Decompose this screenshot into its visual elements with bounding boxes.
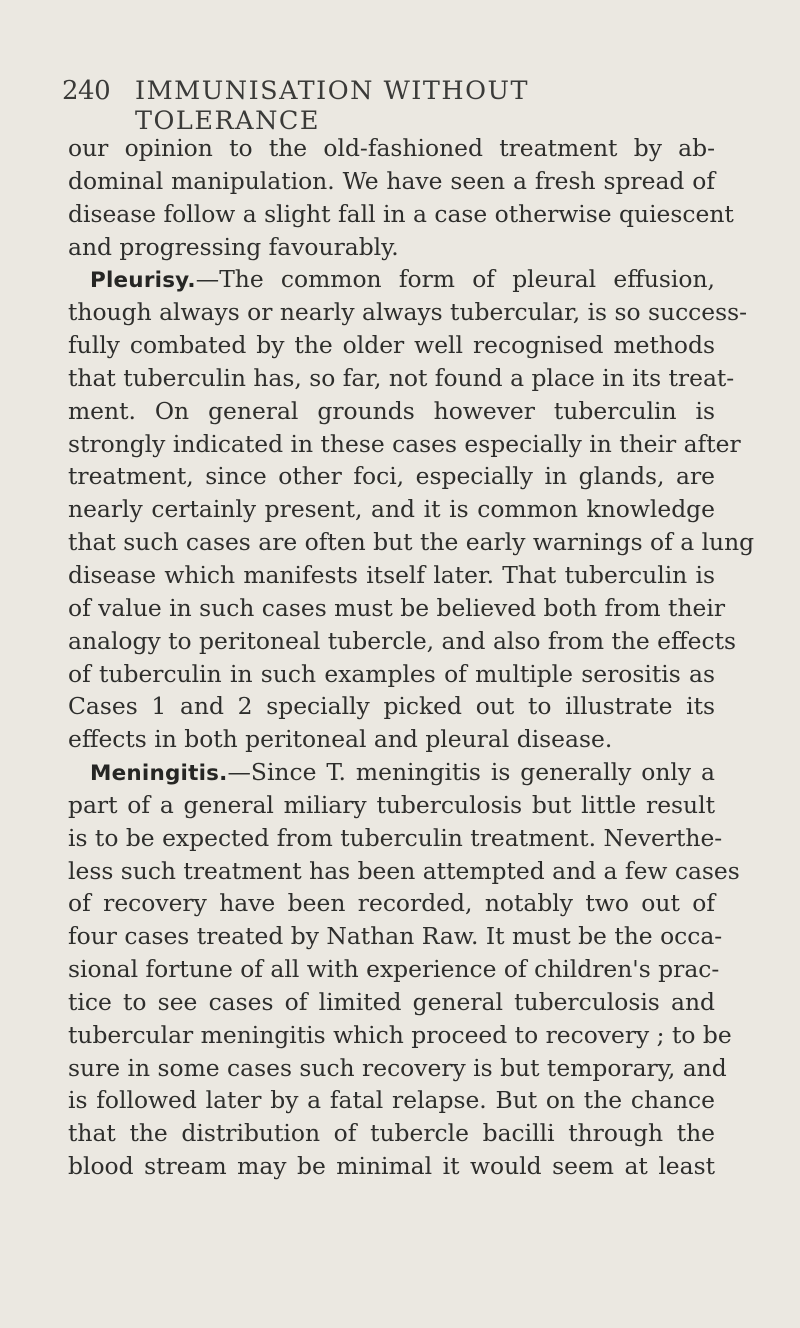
text-line: of value in such cases must be believed both from their bbox=[68, 593, 726, 622]
text-line: effects in both peritoneal and pleural disease. bbox=[68, 725, 613, 754]
text-line: is to be expected from tuberculin treatment. Neverthe- bbox=[68, 823, 723, 852]
text-line: sional fortune of all with experience of children's prac- bbox=[68, 955, 720, 984]
text-line: our opinion to the old-fashioned treatment by ab- bbox=[68, 134, 715, 162]
running-head: IMMUNISATION WITHOUT TOLERANCE bbox=[135, 76, 529, 136]
text-line: ment. On general grounds however tuberculin is bbox=[68, 396, 715, 425]
text-line: part of a general miliary tuberculosis but little result bbox=[68, 790, 715, 819]
meningitis-paragraph-first-line bbox=[68, 756, 715, 789]
text-line: though always or nearly always tubercular, is so success- bbox=[68, 298, 748, 327]
page-number: 240 bbox=[62, 76, 111, 106]
text-line: treatment, since other foci, especially in glands, are bbox=[68, 462, 715, 491]
text-line: sure in some cases such recovery is but temporary, and bbox=[68, 1053, 727, 1082]
section-heading-pleurisy: Pleurisy. bbox=[90, 268, 196, 294]
text-line: strongly indicated in these cases especially in their after bbox=[68, 429, 741, 458]
text-line: of tuberculin in such examples of multiple serositis as bbox=[68, 659, 715, 688]
text-line: that the distribution of tubercle bacilli through the bbox=[68, 1119, 715, 1148]
text-line: tubercular meningitis which proceed to recovery ; to be bbox=[68, 1020, 732, 1049]
text-line: disease follow a slight fall in a case otherwise quiescent bbox=[68, 199, 734, 228]
text-line: four cases treated by Nathan Raw. It must be the occa- bbox=[68, 922, 723, 951]
text-line: Cases 1 and 2 specially picked out to illustrate its bbox=[68, 692, 715, 721]
text-line: is followed later by a fatal relapse. But on the chance bbox=[68, 1086, 715, 1115]
text-line: that tuberculin has, so far, not found a place in its treat- bbox=[68, 363, 735, 392]
text-line: dominal manipulation. We have seen a fresh spread of bbox=[68, 166, 715, 195]
page-header bbox=[62, 76, 702, 136]
text-line: that such cases are often but the early warnings of a lung bbox=[68, 528, 755, 557]
text-line: of recovery have been recorded, notably two out of bbox=[68, 889, 715, 918]
text-line: blood stream may be minimal it would seem at least bbox=[68, 1152, 715, 1181]
text-line: less such treatment has been attempted and a few cases bbox=[68, 856, 740, 885]
text-span: —Since T. meningitis is generally only a bbox=[227, 758, 715, 787]
text-line: fully combated by the older well recognised methods bbox=[68, 331, 715, 360]
text-line: tice to see cases of limited general tuberculosis and bbox=[68, 987, 715, 1016]
section-heading-meningitis: Meningitis. bbox=[90, 761, 228, 787]
text-span: —The common form of pleural effusion, bbox=[195, 265, 715, 294]
body-text bbox=[68, 132, 755, 1183]
text-line: and progressing favourably. bbox=[68, 232, 399, 261]
text-line: disease which manifests itself later. That tuberculin is bbox=[68, 560, 715, 589]
text-line: analogy to peritoneal tubercle, and also from the effects bbox=[68, 626, 736, 655]
pleurisy-paragraph-first-line bbox=[68, 263, 715, 296]
text-line: nearly certainly present, and it is common knowledge bbox=[68, 495, 715, 524]
